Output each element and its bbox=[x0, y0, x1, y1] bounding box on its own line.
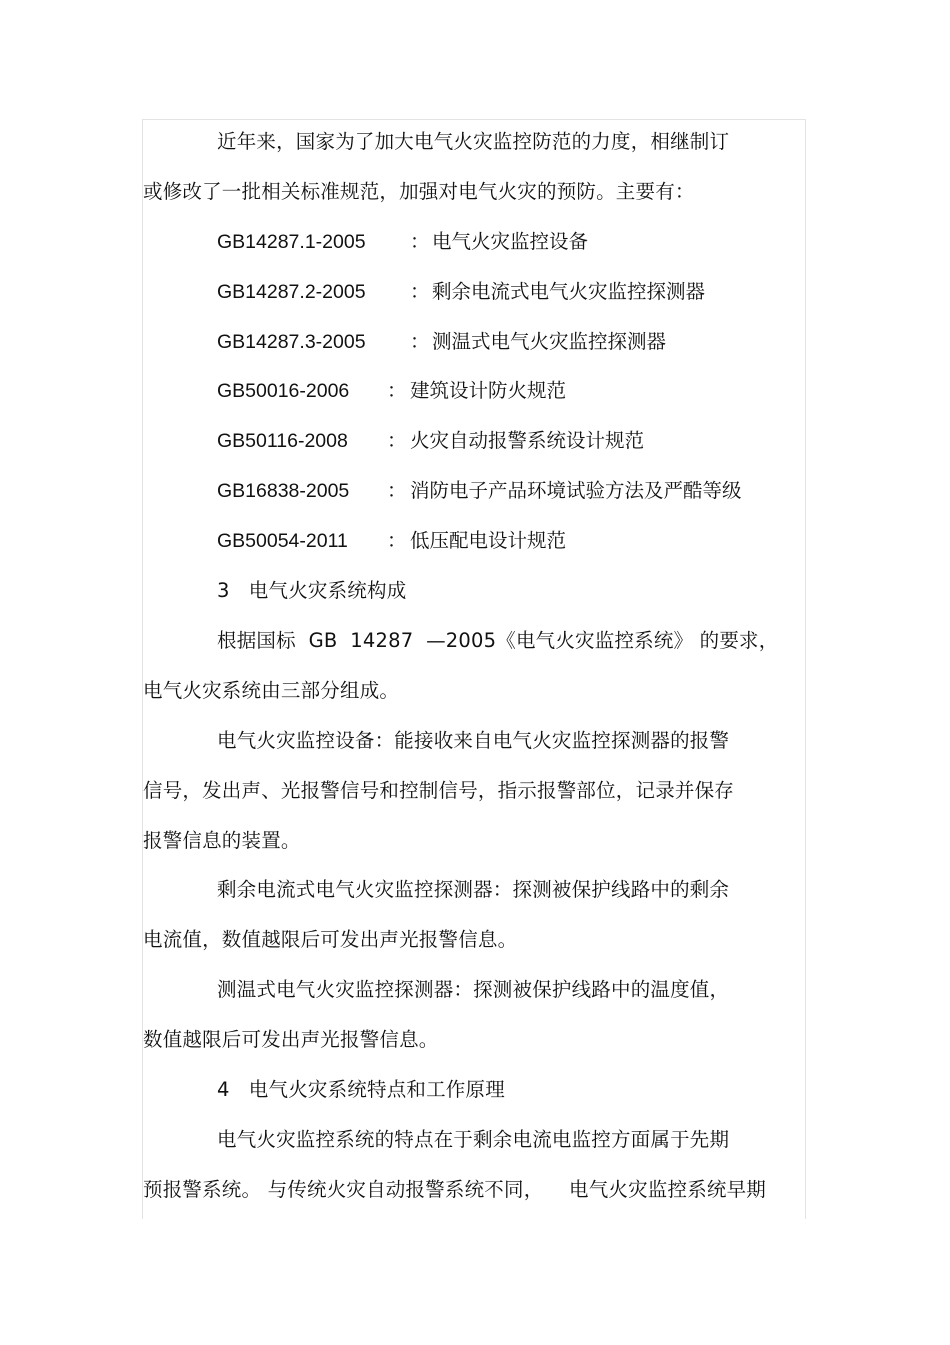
standard-desc: 建筑设计防火规范 bbox=[410, 379, 567, 402]
standard-colon: ： bbox=[387, 379, 407, 402]
standard-code: GB50054-2011 bbox=[217, 530, 348, 552]
standard-colon: ： bbox=[387, 479, 407, 502]
standard-desc: 电气火灾监控设备 bbox=[432, 230, 589, 253]
standard-code: GB14287.1-2005 bbox=[217, 231, 366, 253]
standard-colon: ： bbox=[387, 529, 407, 552]
section-3-paragraph-3-line-1: 剩余电流式电气火灾监控探测器：探测被保护线路中的剩余 bbox=[217, 878, 730, 901]
section-3-paragraph-3-line-2: 电流值，数值越限后可发出声光报警信息。 bbox=[143, 928, 518, 951]
section-3-paragraph-1-line-2: 电气火灾系统由三部分组成。 bbox=[143, 679, 400, 702]
section-4-paragraph-1-line-1: 电气火灾监控系统的特点在于剩余电流电监控方面属于先期 bbox=[217, 1128, 730, 1151]
section-3-heading: 3 电气火灾系统构成 bbox=[217, 579, 407, 602]
standard-colon: ： bbox=[387, 429, 407, 452]
section-3-paragraph-1-line-1: 根据国标 GB 14287 —2005《电气火灾监控系统》 的要求， bbox=[217, 629, 779, 652]
section-4-heading: 4 电气火灾系统特点和工作原理 bbox=[217, 1078, 505, 1101]
section-3-paragraph-2-line-1: 电气火灾监控设备：能接收来自电气火灾监控探测器的报警 bbox=[217, 729, 730, 752]
standard-colon: ： bbox=[410, 280, 430, 303]
standard-colon: ： bbox=[410, 330, 430, 353]
standard-desc: 剩余电流式电气火灾监控探测器 bbox=[432, 280, 706, 303]
standard-desc: 火灾自动报警系统设计规范 bbox=[410, 429, 645, 452]
standard-desc: 消防电子产品环境试验方法及严酷等级 bbox=[410, 479, 742, 502]
section-3-paragraph-2-line-2: 信号，发出声、光报警信号和控制信号，指示报警部位，记录并保存 bbox=[143, 779, 735, 802]
intro-line-1: 近年来，国家为了加大电气火灾监控防范的力度，相继制订 bbox=[217, 130, 730, 153]
standard-code: GB14287.3-2005 bbox=[217, 331, 366, 353]
standard-code: GB50016-2006 bbox=[217, 380, 350, 402]
standard-code: GB16838-2005 bbox=[217, 480, 350, 502]
standard-code: GB50116-2008 bbox=[217, 430, 348, 452]
standard-code: GB14287.2-2005 bbox=[217, 281, 366, 303]
standard-colon: ： bbox=[410, 230, 430, 253]
section-3-paragraph-2-line-3: 报警信息的装置。 bbox=[143, 829, 301, 852]
intro-line-2: 或修改了一批相关标准规范，加强对电气火灾的预防。主要有： bbox=[143, 180, 695, 203]
standard-desc: 测温式电气火灾监控探测器 bbox=[432, 330, 667, 353]
section-4-paragraph-1-line-2: 预报警系统。 与传统火灾自动报警系统不同， 电气火灾监控系统早期 bbox=[143, 1178, 766, 1201]
section-3-paragraph-4-line-2: 数值越限后可发出声光报警信息。 bbox=[143, 1028, 439, 1051]
section-3-paragraph-4-line-1: 测温式电气火灾监控探测器：探测被保护线路中的温度值， bbox=[217, 978, 730, 1001]
standard-desc: 低压配电设计规范 bbox=[410, 529, 567, 552]
